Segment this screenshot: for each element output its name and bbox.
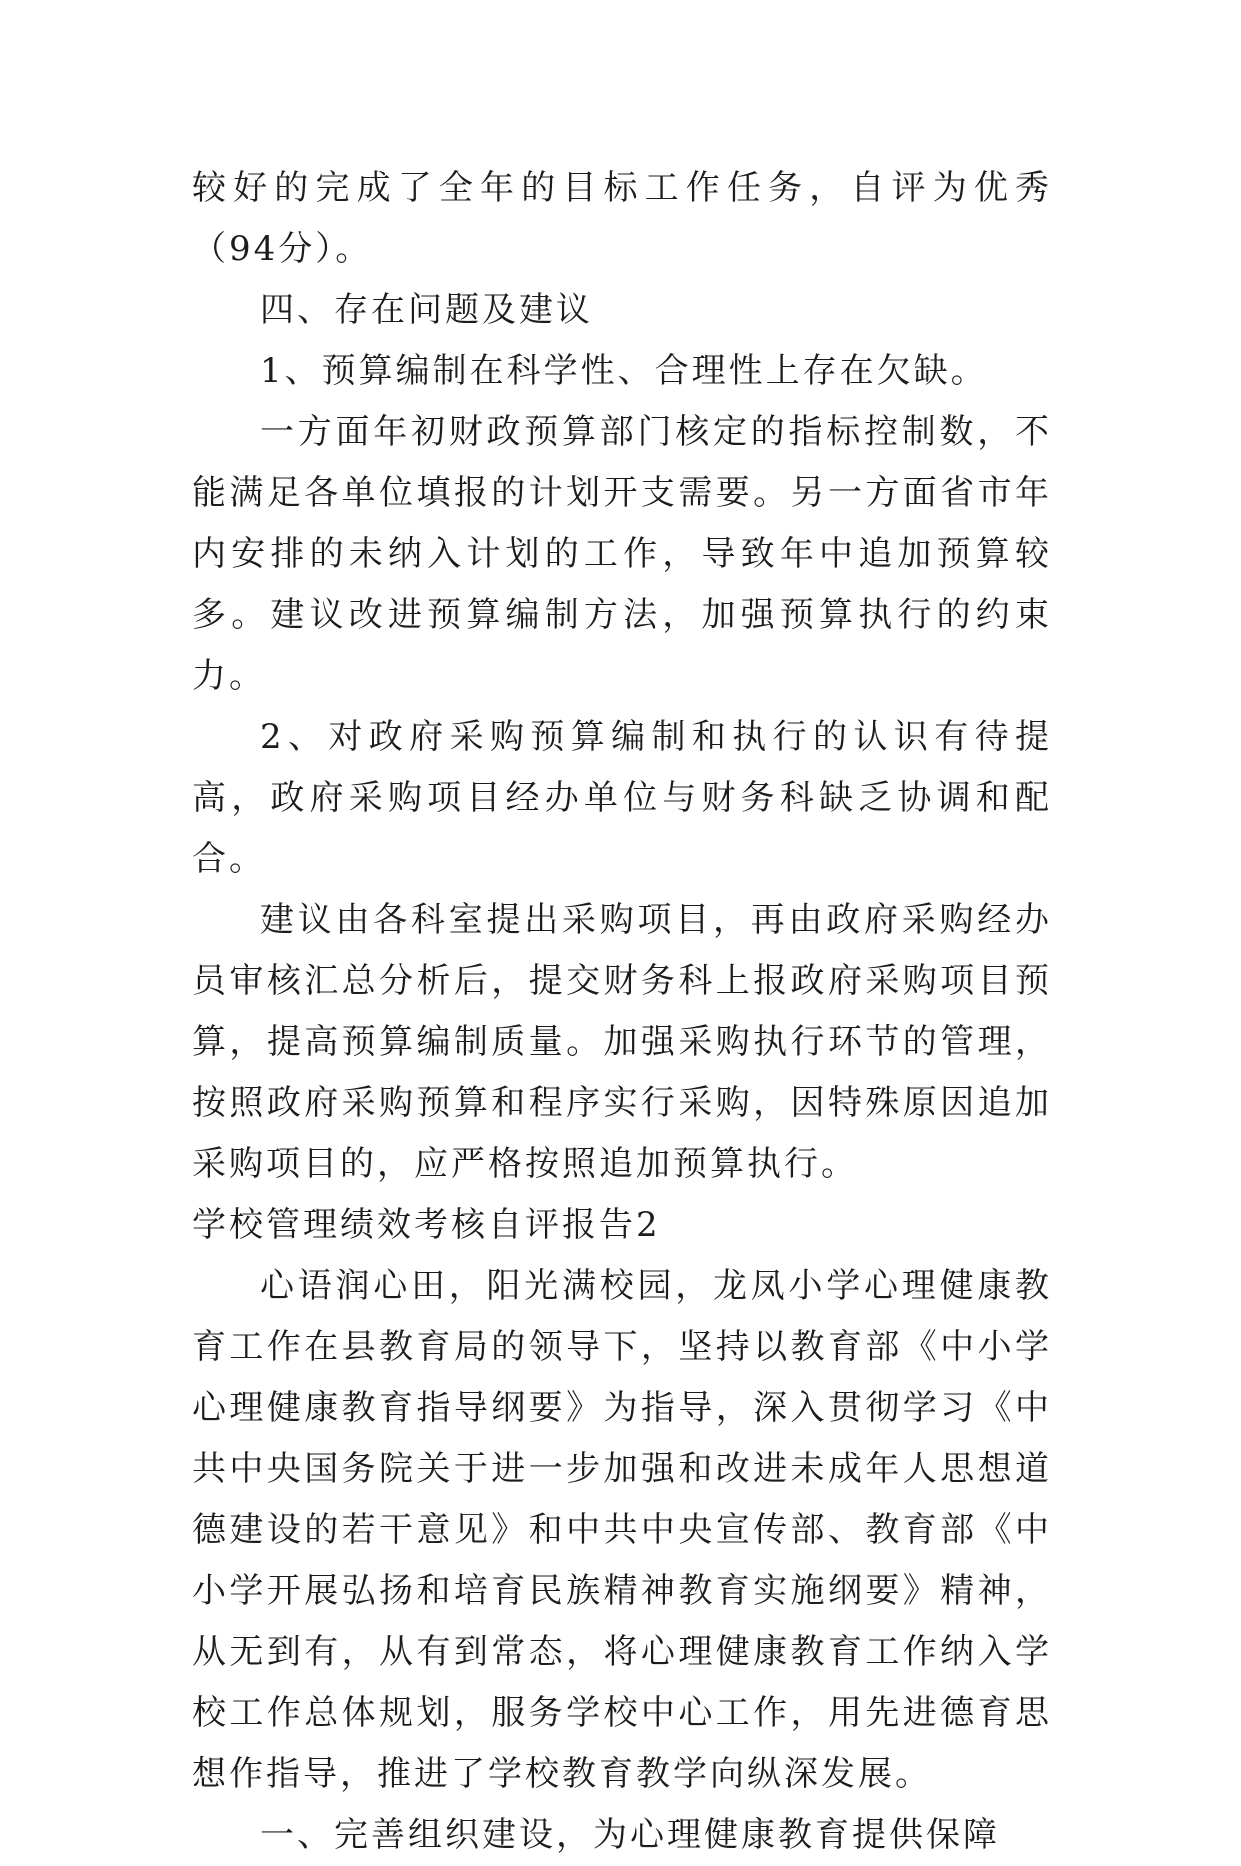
document-body: [192, 158, 1052, 1866]
problem-2-heading: 2、对政府采购预算编制和执行的认识有待提高，政府采购项目经办单位与财务科缺乏协调和配合。: [192, 717, 1052, 879]
report-2-intro: 心语润心田，阳光满校园，龙凤小学心理健康教育工作在县教育局的领导下，坚持以教育部《中小学心理健康教育指导纲要》为指导，深入贯彻学习《中共中央国务院关于进一步加强和改进未成年人思想道德建设的若干意见》和中共中央宣传部、教育部《中小学开展弘扬和培育民族精神教育实施纲要》精神，从无到有，从有到常态，将心理健康教育工作纳入学校工作总体规划，服务学校中心工作，用先进德育思想作指导，推进了学校教育教学向纵深发展。: [192, 1266, 1052, 1794]
paragraph-conclusion: 较好的完成了全年的目标工作任务，自评为优秀（94分）。: [192, 168, 1052, 269]
section-heading-organization: 一、完善组织建设，为心理健康教育提供保障: [260, 1815, 1000, 1855]
problem-1-body: 一方面年初财政预算部门核定的指标控制数，不能满足各单位填报的计划开支需要。另一方面省市年内安排的未纳入计划的工作，导致年中追加预算较多。建议改进预算编制方法，加强预算执行的约束力。: [192, 412, 1052, 696]
problem-1-heading: 1、预算编制在科学性、合理性上存在欠缺。: [260, 351, 988, 391]
section-heading-problems: 四、存在问题及建议: [260, 290, 593, 330]
report-2-title: 学校管理绩效考核自评报告2: [192, 1205, 661, 1245]
problem-2-body: 建议由各科室提出采购项目，再由政府采购经办员审核汇总分析后，提交财务科上报政府采购项目预算，提高预算编制质量。加强采购执行环节的管理，按照政府采购预算和程序实行采购，因特殊原因追加采购项目的，应严格按照追加预算执行。: [192, 900, 1052, 1184]
